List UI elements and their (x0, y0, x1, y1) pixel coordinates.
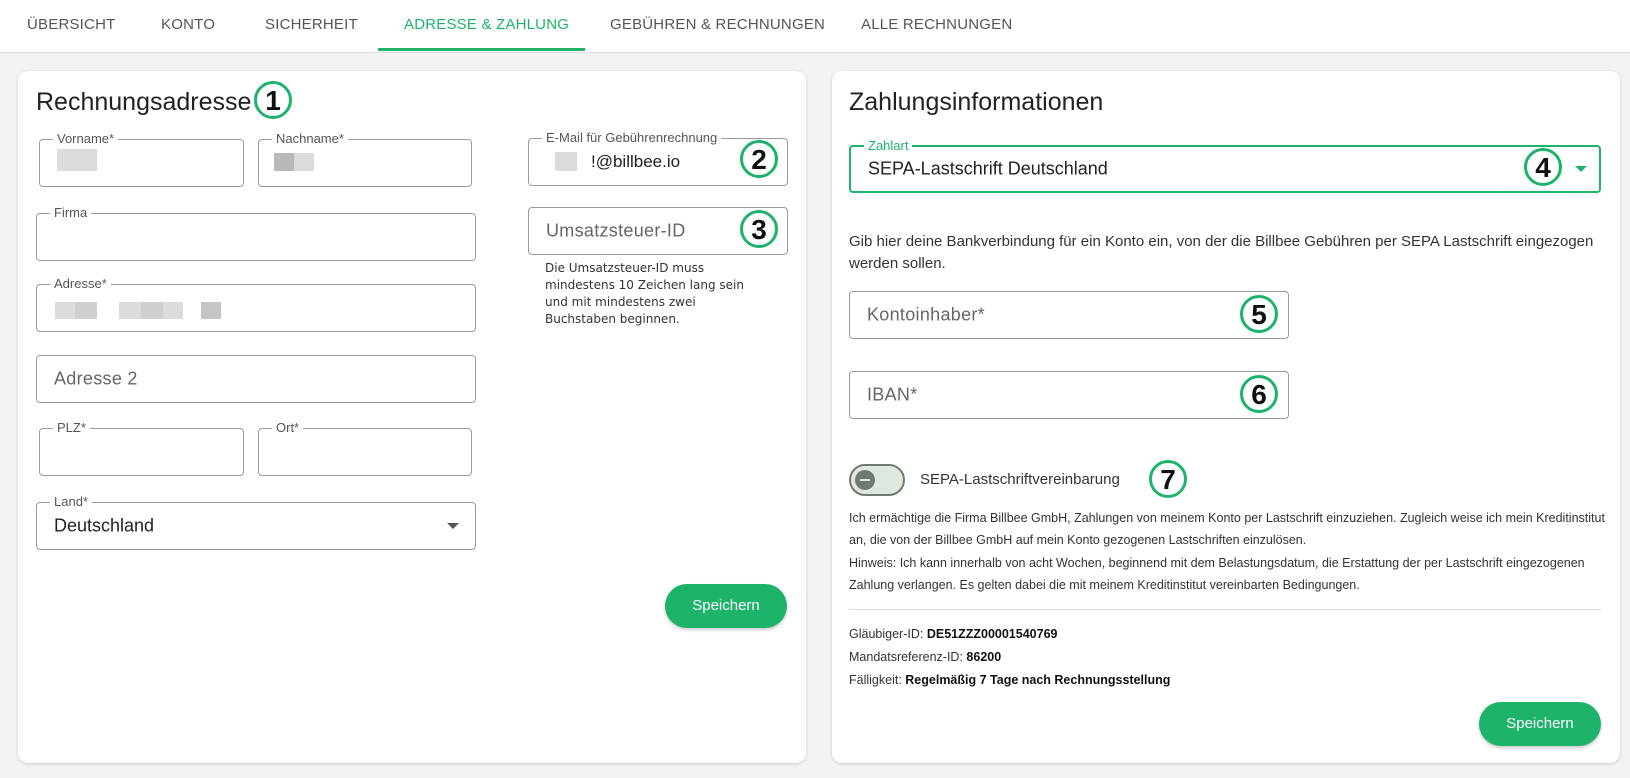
mandate-hint-text: Hinweis: Ich kann innerhalb von acht Wochen, beginnend mit dem Belastungsdatum, die Erstattung der per Lastschrift eingezogenen Zahlung verlangen. Es gelten dabei die mit meinem Kreditinstitut vereinbarten Bedingungen. (849, 556, 1585, 592)
tab-alle-rechnungen[interactable]: ALLE RECHNUNGEN (861, 16, 1013, 33)
tab-konto[interactable]: KONTO (161, 16, 216, 33)
billing-address-card (18, 71, 806, 763)
plz-label: PLZ* (53, 420, 90, 436)
umsatzsteuer-id-placeholder: Umsatzsteuer-ID (546, 220, 686, 241)
zahlart-value: SEPA-Lastschrift Deutschland (868, 158, 1108, 179)
adresse2-field[interactable] (36, 355, 476, 403)
umsatzsteuer-id-hint: Die Umsatzsteuer-ID muss mindestens 10 Zeichen lang sein und mit mindestens zwei Buchstaben beginnen. (545, 261, 744, 326)
redacted-value (163, 302, 183, 319)
mandatsreferenz-value: 86200 (966, 650, 1002, 664)
iban-placeholder: IBAN* (867, 384, 918, 405)
chevron-down-icon (447, 523, 459, 529)
glaeubiger-id-value: DE51ZZZ00001540769 (926, 627, 1058, 641)
adresse-field[interactable] (36, 276, 476, 332)
adresse-label: Adresse* (50, 276, 111, 292)
adresse2-placeholder: Adresse 2 (54, 368, 138, 389)
zahlart-select[interactable] (849, 138, 1601, 193)
firma-label: Firma (50, 205, 91, 221)
billing-title: Rechnungsadresse (36, 88, 252, 116)
redacted-value (57, 149, 97, 171)
kontoinhaber-field[interactable] (849, 291, 1289, 339)
kontoinhaber-placeholder: Kontoinhaber* (867, 304, 985, 325)
chevron-down-icon (1575, 166, 1587, 172)
nachname-field[interactable] (258, 131, 472, 187)
annotation-badge-6: 6 (1240, 375, 1278, 413)
payment-title: Zahlungsinformationen (849, 88, 1104, 116)
ort-field[interactable] (258, 420, 472, 476)
divider (849, 609, 1601, 610)
redacted-value (555, 152, 577, 171)
nachname-label: Nachname* (272, 131, 348, 147)
faelligkeit-value: Regelmäßig 7 Tage nach Rechnungsstellung (905, 673, 1171, 687)
firma-field[interactable] (36, 205, 476, 261)
toggle-thumb (855, 470, 875, 490)
glaeubiger-id-row (849, 627, 1057, 641)
sepa-mandate-toggle-label: SEPA-Lastschriftvereinbarung (920, 471, 1120, 488)
annotation-badge-4: 4 (1524, 148, 1562, 186)
annotation-badge-5: 5 (1240, 295, 1278, 333)
payment-info-card (832, 71, 1620, 763)
plz-field[interactable] (39, 420, 244, 476)
faelligkeit-row (849, 673, 1170, 687)
redacted-value (119, 302, 141, 319)
vorname-field[interactable] (39, 131, 244, 187)
mandatsreferenz-label: Mandatsreferenz-ID: (849, 650, 963, 664)
email-value: !@billbee.io (591, 152, 681, 171)
annotation-badge-3: 3 (740, 210, 778, 248)
billing-save-button[interactable]: Speichern (665, 584, 787, 628)
annotation-badge-2: 2 (740, 140, 778, 178)
zahlart-label: Zahlart (864, 138, 912, 154)
tab-sicherheit[interactable]: SICHERHEIT (265, 16, 358, 33)
iban-field[interactable] (849, 371, 1289, 419)
top-tab-bar (0, 0, 1630, 53)
redacted-value (201, 302, 221, 319)
redacted-value (55, 302, 75, 319)
active-tab-indicator (378, 48, 585, 51)
tab-uebersicht[interactable]: ÜBERSICHT (27, 16, 116, 33)
faelligkeit-label: Fälligkeit: (849, 673, 902, 687)
mandate-authorization-text: Ich ermächtige die Firma Billbee GmbH, Zahlungen von meinem Konto per Lastschrift einzuziehen. Zugleich weise ich mein Kreditinstitut an, die von der Billbee GmbH auf mein Konto gezogenen Lastschriften einzulösen. (849, 511, 1605, 547)
redacted-value (75, 302, 97, 319)
tab-adresse-zahlung[interactable]: ADRESSE & ZAHLUNG (404, 16, 570, 33)
land-select[interactable] (36, 494, 476, 550)
bank-intro-text: Gib hier deine Bankverbindung für ein Konto ein, von der die Billbee Gebühren per SEPA Lastschrift eingezogen werden sollen. (849, 233, 1594, 272)
payment-save-button[interactable]: Speichern (1479, 702, 1601, 746)
ort-label: Ort* (272, 420, 303, 436)
redacted-value (294, 153, 314, 171)
annotation-badge-7: 7 (1149, 460, 1187, 498)
sepa-mandate-toggle[interactable] (849, 464, 905, 496)
land-value: Deutschland (54, 515, 155, 536)
mandatsreferenz-row (849, 650, 1001, 664)
tab-gebuehren-rechnungen[interactable]: GEBÜHREN & RECHNUNGEN (610, 16, 826, 33)
vorname-label: Vorname* (53, 131, 118, 147)
redacted-value (274, 153, 294, 171)
email-label: E-Mail für Gebührenrechnung (542, 130, 721, 146)
redacted-value (141, 302, 163, 319)
land-label: Land* (50, 494, 92, 510)
annotation-badge-1: 1 (254, 81, 292, 119)
glaeubiger-id-label: Gläubiger-ID: (849, 627, 924, 641)
